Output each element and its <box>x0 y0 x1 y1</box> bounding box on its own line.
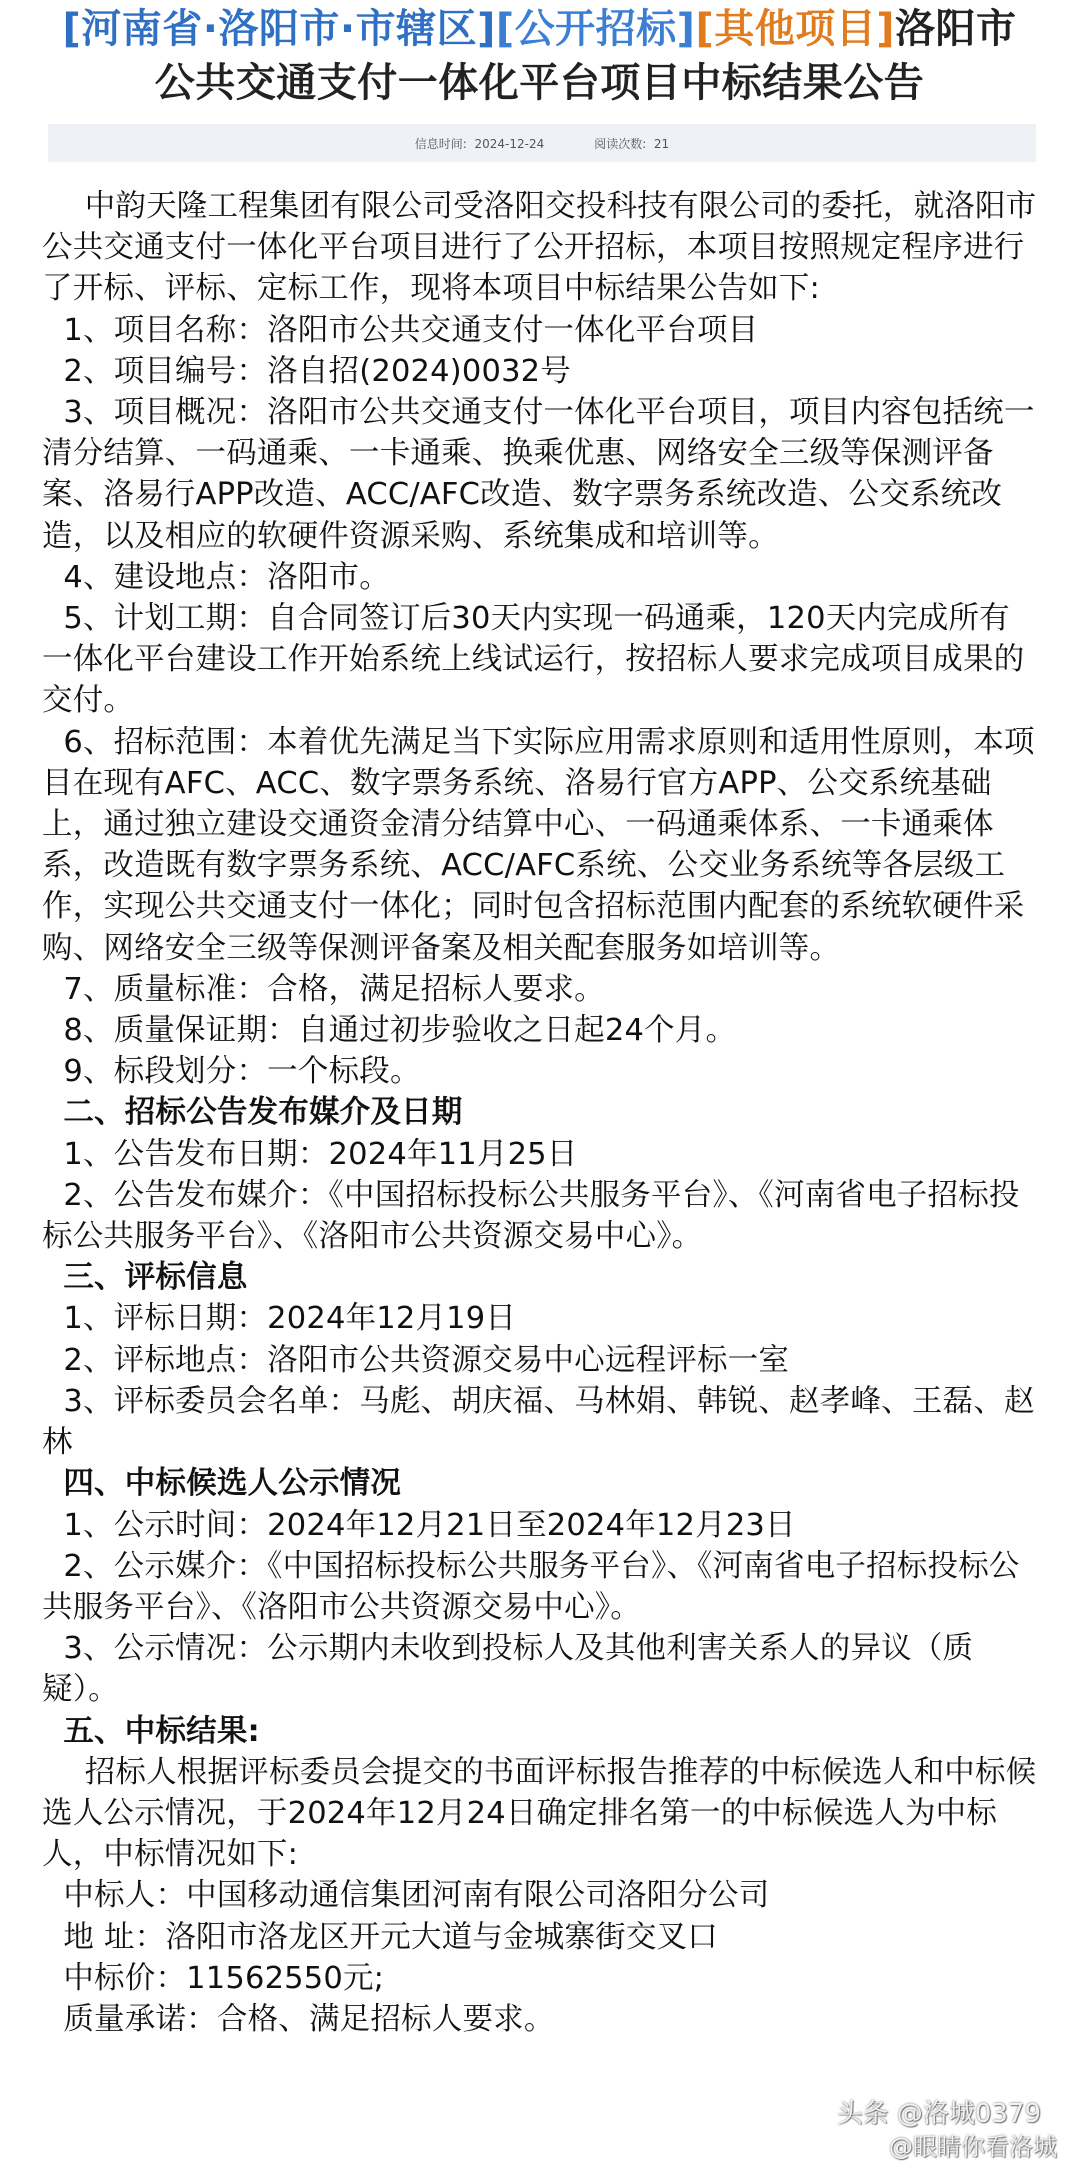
winner-address-item: 地 址：洛阳市洛龙区开元大道与金城寨街交叉口 <box>63 1919 718 1955</box>
result-intro-paragraph: 招标人根据评标委员会提交的书面评标报告推荐的中标候选人和中标候选人公示情况，于2024年12月24日确定排名第一的中标候选人为中标人，中标情况如下: <box>42 1754 1037 1873</box>
meta-bar <box>48 124 1036 162</box>
section-heading-media: 二、招标公告发布媒介及日期 <box>63 1095 463 1131</box>
bidding-scope-item: 6、招标范围：本着优先满足当下实际应用需求原则和适用性原则，本项目在现有AFC、ACC、数字票务系统、洛易行官方APP、公交系统基础上，通过独立建设交通资金清分结算中心、一码通乘体系、一卡通乘体系，改造既有数字票务系统、ACC/AFC系统、公交业务系统等各层级工作，实现公共交通支付一体化；同时包含招标范围内配套的系统软硬件采购、网络安全三级等保测评备案及相关配套服务如培训等。 <box>42 724 1035 966</box>
title-part1: 洛阳市 <box>895 6 1017 52</box>
publicity-time-item: 1、公示时间：2024年12月21日至2024年12月23日 <box>63 1507 796 1543</box>
winner-item: 中标人：中国移动通信集团河南有限公司洛阳分公司 <box>63 1878 770 1914</box>
tag-region[interactable]: [河南省·洛阳市·市辖区] <box>62 6 496 52</box>
tag-category[interactable]: [其他项目] <box>695 6 896 52</box>
publish-media-item: 2、公告发布媒介：《中国招标投标公共服务平台》、《河南省电子招标投标公共服务平台》、《洛阳市公共资源交易中心》。 <box>42 1177 1020 1255</box>
schedule-item: 5、计划工期：自合同签订后30天内实现一码通乘，120天内完成所有一体化平台建设工作开始系统上线试运行，按招标人要求完成项目成果的交付。 <box>42 601 1025 719</box>
tag-type[interactable]: [公开招标] <box>495 6 696 52</box>
read-count-label: 阅读次数: <box>594 136 647 151</box>
publish-date-item: 1、公告发布日期：2024年11月25日 <box>63 1136 578 1172</box>
info-date-value: 2024-12-24 <box>474 136 545 151</box>
evaluation-place-item: 2、评标地点：洛阳市公共资源交易中心远程评标一室 <box>63 1342 790 1378</box>
info-date <box>415 135 544 152</box>
project-code-item: 2、项目编号：洛自招(2024)0032号 <box>63 353 571 389</box>
read-count <box>594 135 669 152</box>
winning-price-item: 中标价：11562550元; <box>63 1960 385 1996</box>
construction-site-item: 4、建设地点：洛阳市。 <box>63 559 390 595</box>
quality-standard-item: 7、质量标准：合格，满足招标人要求。 <box>63 971 605 1007</box>
watermark-weibo: @眼睛你看洛城 <box>889 2133 1057 2161</box>
watermark-toutiao: 头条 @洛城0379 <box>836 2099 1041 2129</box>
section-heading-candidates: 四、中标候选人公示情况 <box>63 1466 402 1502</box>
project-name-item: 1、项目名称：洛阳市公共交通支付一体化平台项目 <box>63 312 759 348</box>
section-heading-result: 五、中标结果: <box>63 1713 260 1749</box>
title-part2: 公共交通支付一体化平台项目中标结果公告 <box>154 60 925 106</box>
evaluation-date-item: 1、评标日期：2024年12月19日 <box>63 1301 517 1337</box>
quality-commitment-item: 质量承诺：合格、满足招标人要求。 <box>63 2001 555 2037</box>
committee-list-item: 3、评标委员会名单：马彪、胡庆福、马林娟、韩锐、赵孝峰、王磊、赵林 <box>42 1383 1035 1461</box>
announcement-body <box>42 186 1037 2040</box>
lot-division-item: 9、标段划分：一个标段。 <box>63 1054 421 1090</box>
section-heading-evaluation: 三、评标信息 <box>63 1260 248 1296</box>
publicity-media-item: 2、公示媒介：《中国招标投标公共服务平台》、《河南省电子招标投标公共服务平台》、《洛阳市公共资源交易中心》。 <box>42 1548 1020 1625</box>
warranty-period-item: 8、质量保证期：自通过初步验收之日起24个月。 <box>63 1013 737 1049</box>
publicity-status-item: 3、公示情况：公示期内未收到投标人及其他利害关系人的异议（质疑）。 <box>42 1631 974 1708</box>
project-overview-item: 3、项目概况：洛阳市公共交通支付一体化平台项目，项目内容包括统一清分结算、一码通乘、一卡通乘、换乘优惠、网络安全三级等保测评备案、洛易行APP改造、ACC/AFC改造、数字票务系统改造、公交系统改造，以及相应的软硬件资源采购、系统集成和培训等。 <box>42 395 1035 554</box>
info-date-label: 信息时间: <box>414 136 467 151</box>
intro-paragraph: 中韵天隆工程集团有限公司受洛阳交投科技有限公司的委托，就洛阳市公共交通支付一体化平台项目进行了公开招标，本项目按照规定程序进行了开标、评标、定标工作，现将本项目中标结果公告如下: <box>42 189 1037 307</box>
page-title <box>42 0 1037 110</box>
read-count-value: 21 <box>653 136 670 151</box>
